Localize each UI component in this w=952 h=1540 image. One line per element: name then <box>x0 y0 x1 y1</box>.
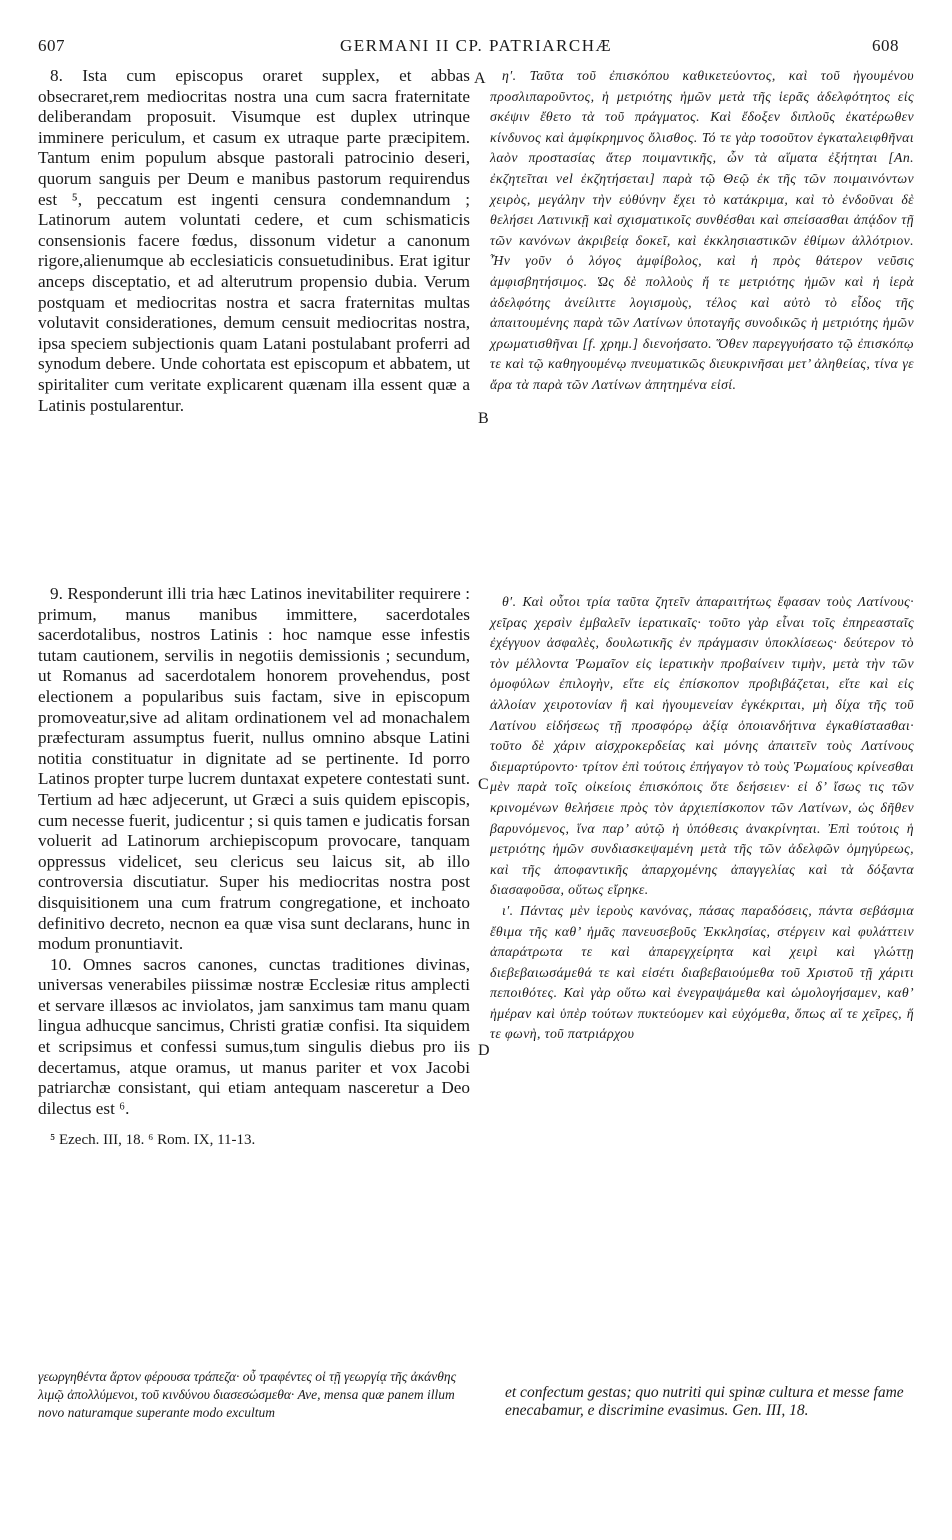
greek-paragraph-9: θ′. Καὶ οὗτοι τρία ταῦτα ζητεῖν ἀπαραιτήτως ἔφασαν τοὺς Λατίνους· χεῖρας χερσὶν ἐμβαλεῖν ἱερατικαῖς· τοῦτο γὰρ εἶναι τοῖς ἐπηρεασταῖς ἐχέγγυον ἀσφαλὲς, δουλωτικῆς ἐν πράγμασιν ὑποκλίσεως· δεύτερον τὸ τὸν μέλλοντα Ῥωμαῖον εἰς ἱερατικὴν προβαίνειν τιμὴν, μετὰ τὴν τῶν ὁμοφύλων ἐπιλογὴν, εἴτε εἰς ἐπίσκοπον προβιβάζεται, εἴτε καὶ εἰς ἀλλοίαν χειροτονίαν ἢ καὶ ἡγουμενείαν ἐγκέκριται, μὴ δίχα τῆς τοῦ Λατίνου εἰδήσεως τῇ προσφόρῳ ἀξίᾳ ὁποιανδήτινα ἐγκαθίστασθαι· τοῦτο δὲ χάριν αἰσχροκερδείας καὶ μόνης ἀπαιτεῖν τοὺς Λατίνους διεμαρτύροντο· τρίτον ἐπὶ τούτοις ἐπήγαγον τὸ τοὺς Ῥωμαίους κρίνεσθαι μὲν παρὰ τοῖς οἰκείοις ἐπισκόποις ὅτε δεήσειεν· εἰ δ’ ἴσως τις τῶν κρινομένων θελήσειε πρὸς τὸν ἀρχιεπίσκοπον τῶν Λατίνων, ὡς δῆθεν βαρυνόμενος, ἵνα παρ’ αὐτῷ ἡ ὑπόθεσις ἀνακρίνηται. Ἐπὶ τούτοις ἡ μετριότης ἡμῶν συνδιασκεψαμένη μετὰ τῆς τῶν ἀδελφῶν ὁμηγύρεως, καὶ τῆς ἀποφαντικῆς ἀπαρχομένης ἀπαγγελίας καὶ τὰ δόξαντα διασαφοῦσα, οὕτως εἴρηκε. <box>490 594 914 898</box>
greek-column-2 <box>490 592 914 1045</box>
page-header <box>0 36 952 60</box>
latin-paragraph-9: 9. Responderunt illi tria hæc Latinos inevitabiliter requirere : primum, manus manibus immittere, sacerdotales sacerdotalibus, nostros Latinis : hoc namque esse infestis tutam cautionem, servilis in negotiis demissionis ; secundum, ut Romanus ad sacerdotalem honorem provehendus, post electionem a popularibus suis factam, sive in episcopum promoveatur,sive ad alitam ordinationem vel ad monachalem præfecturam assumptus fuerit, nullus omnino absque Latini notitia constituatur in dignitate ad se pertinente. Id porro Latinos propter turpe lucrem duntaxat expetere contestati sunt. Tertium ad hæc adjecerunt, ut Græci a suis quidem episcopis, cum necesse fuerit, judicentur ; si quis tamen e judicatis forsan voluerit ad Latinorum archiepiscopum provocare, tanquam oppressus videlicet, seu clericus seu laicus sit, ab illo controversia discutiatur. Super his mediocritas nostra post disquisitionem una cum fratrum congregatione, et inchoato definitivo decreto, necnon ea quæ visa sunt declarans, hunc in modum pronuntiavit. <box>38 584 470 954</box>
latin-column-2 <box>38 584 470 1119</box>
footnotes: ⁵ Ezech. III, 18. ⁶ Rom. IX, 11-13. <box>50 1132 256 1148</box>
column-marker-a: A <box>474 70 486 87</box>
column-marker-b: B <box>478 410 489 427</box>
column-marker-d: D <box>478 1042 490 1059</box>
page-number-right: 608 <box>872 36 899 55</box>
running-title: GERMANI II CP. PATRIARCHÆ <box>340 36 613 55</box>
latin-column <box>38 66 470 416</box>
latin-paragraph-8: 8. Ista cum episcopus oraret supplex, et abbas obsecraret,rem mediocritas nostra una cum sacra fraternitate deliberandam proposuit. Visumque est duplex utrinque imminere periculum, et casum ex utraque parte præcipitem. Tantum enim populum absque pastorali patrocinio deseri, quorum sanguis per Deum e manibus pastorum requirendus est ⁵, peccatum est ingenti censura condemnandum ; Latinorum autem voluntati cedere, et cum schismaticis consensionis facere fœdus, dissonum videtur a canonum rigore,alienumque ab ecclesiaticis consuetudinibus. Erat igitur anceps disceptatio, et ad alterutrum propensio dubia. Verum postquam et mediocritas nostra et sacra fraternitas multas volutavit considerationes, demum censuit mediocritas nostra, ipsa speciem subjectionis quam Latani postulabant proferri ad synodum debere. Unde cohortata est episcopum et abbatem, ut spiritaliter cum veritate explicarent quænam illa essent quæ a Latinis postularentur. <box>38 66 470 415</box>
greek-paragraph-8: η′. Ταῦτα τοῦ ἐπισκόπου καθικετεύοντος, καὶ τοῦ ἡγουμένου προσλιπαροῦντος, ἡ μετριότης ἡμῶν μετὰ τῆς ἱερᾶς ἀδελφότητος εἰς σκέψιν ἔθετο τὰ τοῦ πράγματος. Καὶ ἔδοξεν διπλοῦς ἑκατέρωθεν κίνδυνος καὶ ἀμφίκρημνος ὄλισθος. Τό τε γὰρ τοσοῦτον ἐγκαταλειφθῆναι λαὸν προστασίας ἄτερ ποιμαντικῆς, ὧν τὰ αἵματα ἐξήτηται [An. ἐκζητεῖται vel ἐκζητήσεται] παρὰ τῷ Θεῷ ἐκ τῆς τῶν ποιμαινόντων χειρὸς, μεγάλην τὴν εὐθύνην ἔχει τὸ κατάκριμα, καὶ τὸ ἐνδοῦναι δὲ θελήσει Λατινικῇ καὶ σχισματικοῖς συνθέσθαι καὶ σπείσασθαι ἀπᾴδον τῇ τῶν κανόνων ἀκριβείᾳ δοκεῖ, καὶ ἐκκλησιαστικῶν ἐθίμων ἀλλότριον. Ἦν γοῦν ὁ λόγος ἀμφίβολος, καὶ ἡ πρὸς θάτερον νεῦσις ἀμφισβητήσιμος. Ὡς δὲ πολλοὺς ἥ τε μετριότης ἡμῶν καὶ ἡ ἱερὰ ἀδελφότης ἀνείλιττε λογισμοὺς, τέλος καὶ αὐτὸ τὸ εἶδος τῆς ἀπαιτουμένης παρὰ τῶν Λατίνων ὑποταγῆς συνοδικῶς ἡ μετριότης ἡμῶν χρωματισθῆναι [f. χρημ.] διενοήσατο. Ὅθεν παρεγγυήσατο τῷ ἐπισκόπῳ τε καὶ τῷ καθηγουμένῳ πνευματικῶς διευκρινῆσαι μετ’ ἀληθείας, τίνα γε ἄρα τὰ παρὰ τῶν Λατίνων ἀπητημένα εἰσί. <box>490 68 914 392</box>
latin-paragraph-10: 10. Omnes sacros canones, cunctas traditiones divinas, universas venerabiles piissimæ nostræ Ecclesiæ ritus amplecti et servare illæsos ac inviolatos, jam sanximus tam manu quam lingua adhucque sancimus, Christi gratiæ confisi. Ita siquidem et scripsimus et confessi sumus,tum singulis diebus pro iis decertamus, atque oramus, ut manus pariter et vox Jacobi patriarchæ consistant, qui etiam antequam nasceretur a Deo dilectus est ⁶. <box>38 954 470 1118</box>
bottom-note-latin: et confectum gestas; quo nutriti qui spinæ cultura et messe fame enecabamur, e discrimine evasimus. Gen. III, 18. <box>505 1384 904 1419</box>
greek-column <box>490 66 914 396</box>
greek-paragraph-10: ι′. Πάντας μὲν ἱεροὺς κανόνας, πάσας παραδόσεις, πάντα σεβάσμια ἔθιμα τῆς καθ’ ἡμᾶς πανευσεβοῦς Ἐκκλησίας, στέργειν καὶ φυλάττειν ἀπαράτρωτα τε καὶ ἀπαρεγχείρητα καὶ χειρὶ καὶ γλώττῃ διεβεβαιωσάμεθά τε καὶ εἰσέτι διαβεβαιούμεθα τοῦ Χριστοῦ τῇ χάριτι πεποιθότες. Καὶ γὰρ οὕτω καὶ ἐνεγραψάμεθα καὶ ὡμολογήσαμεν, καθ’ ἡμέραν καὶ ὑπὲρ τούτων πυκτεύομεν καὶ εὐχόμεθα, ὅπως αἵ τε χεῖρες, ἥ τε φωνὴ, τοῦ πατριάρχου <box>490 902 914 1042</box>
page-number-left: 607 <box>38 36 65 55</box>
bottom-note-greek: γεωργηθέντα ἄρτον φέρουσα τράπεζα· οὗ τραφέντες οἱ τῇ γεωργίᾳ τῆς ἀκάνθης λιμῷ ἀπολλύμενοι, τοῦ κινδύνου διασεσώσμεθα· Ave, mensa quæ panem illum novo naturamque superante modo excultum <box>38 1369 457 1420</box>
column-marker-c: C <box>478 776 489 793</box>
